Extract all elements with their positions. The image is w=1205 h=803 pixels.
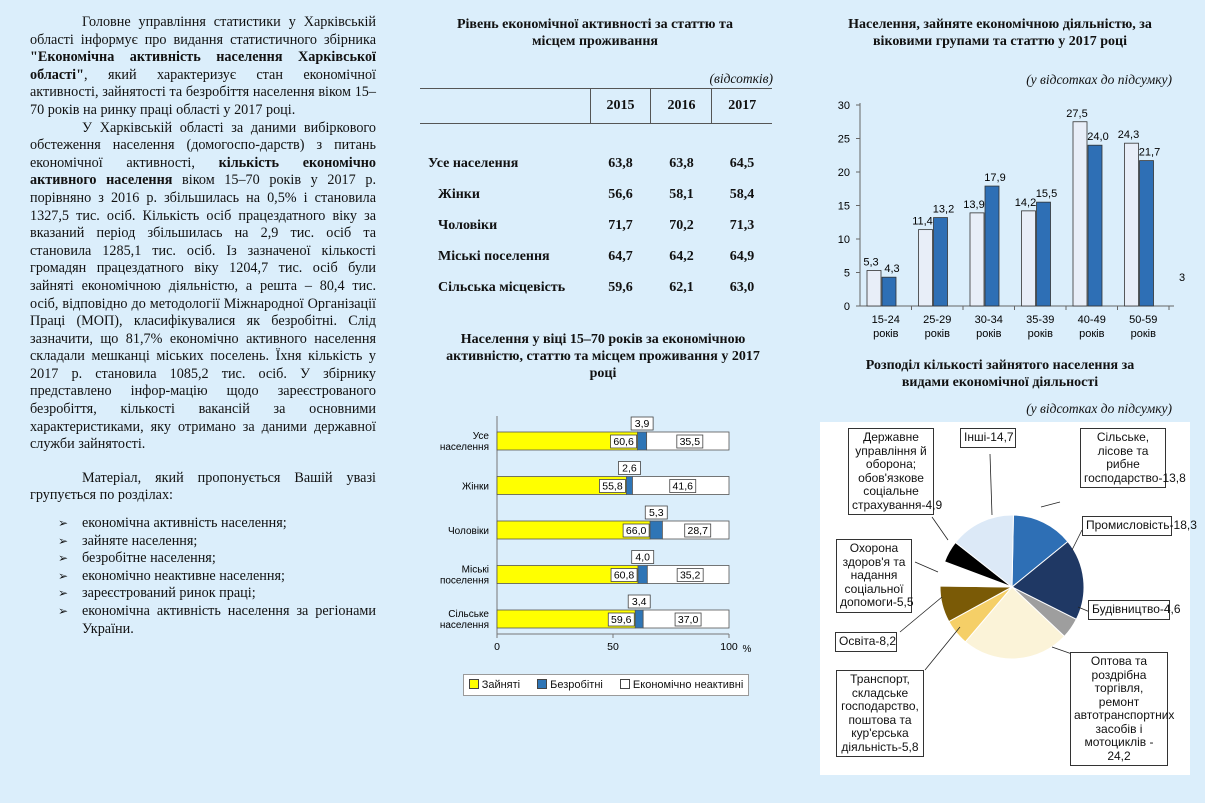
age-group-bar-chart — [820, 92, 1186, 347]
table-row — [420, 179, 772, 210]
y-tick-label: 25 — [837, 133, 850, 146]
bar — [1022, 211, 1036, 306]
data-label: 17,9 — [984, 172, 1006, 185]
age-chart-unit: (у відсотках до підсумку) — [1026, 72, 1172, 87]
x-tick-label: 15-24 — [871, 314, 900, 326]
bar — [1140, 161, 1154, 306]
pie-label-health: Охорона здоров'я та надання соціальної допомоги-5,5 — [836, 539, 912, 613]
category-label: Жінки — [462, 481, 489, 493]
y-tick-label: 20 — [837, 167, 850, 179]
data-label: 13,2 — [932, 203, 955, 216]
table-row — [420, 272, 772, 303]
bar-segment — [638, 432, 647, 450]
section-item: ➢ зареєстрований ринок праці; — [58, 585, 376, 603]
bar — [1125, 143, 1139, 306]
data-label: 66,0 — [625, 525, 647, 537]
data-label: 4,0 — [635, 551, 651, 564]
table-row — [420, 241, 772, 272]
data-label: 60,6 — [613, 436, 634, 448]
x-tick-label: 50-59 — [1129, 314, 1158, 326]
x-tick-label: років — [924, 328, 950, 340]
overflow-label: 3 — [1179, 272, 1186, 284]
row-label: Чоловіки — [438, 217, 498, 233]
table1-year-header: 2016 — [651, 89, 712, 124]
category-label: Сільське — [448, 609, 489, 620]
stacked-bar-chart — [420, 410, 760, 660]
x-tick-label: років — [976, 328, 1002, 340]
cell-value: 58,1 — [669, 186, 694, 202]
cell-value: 64,5 — [729, 155, 755, 171]
section-item: ➢ економічно неактивне населення; — [58, 568, 376, 586]
section-item: ➢ економічна активність населення за регіонами України. — [58, 603, 376, 638]
table1-title: Рівень економічної активності за статтю та місцем проживання — [456, 17, 733, 49]
category-label: населення — [439, 620, 489, 631]
row-label: Усе населення — [428, 155, 519, 171]
stacked-chart-title: Населення у віці 15–70 років за економічною активністю, статтю та місцем проживання у 2017 році — [446, 332, 760, 381]
leader-line — [1041, 502, 1060, 507]
section-item: ➢ безробітне населення; — [58, 550, 376, 568]
cell-value: 64,7 — [608, 248, 633, 264]
intro-paragraph-2: У Харківській області за даними вибіркового обстеження населення (домогоспо-дарств) з питань економічної активності, кількість економічно активного населення віком 15–70 років у 2017 р. порівняно з 2016 р. збільшилась на 0,5% і становила 1327,5 тис. осіб. Кількість осіб працездатного віку за вказаний період збільшилась на 2,9 тис. осіб та становила 1285,1 тис. осіб. Із зазначеної кількості громадян працездатного віку 1204,7 тис. осіб були зайняті економічною діяльністю, а решта – 80,4 тис. осіб, відповідно до методології Міжнародної Організації Праці (МОП), класифікувалися як безробітні. Слід зазначити, що 81,7% економічно активного населення складали мешканці міських поселень. Їхня кількість у 2017 р. становила 1085,2 тис. осіб. У збірнику представлено інфор-мацію щодо зареєстрованого безробіття, кількості вакансій за основними характеристиками, яку отримано за даними державної служби зайнятості. — [30, 119, 376, 453]
category-label: Міські — [461, 564, 489, 576]
x-tick-label: 35-39 — [1026, 314, 1055, 326]
pie-label-other: Інші-14,7 — [960, 428, 1016, 448]
y-tick-label: 10 — [837, 234, 850, 246]
cell-value: 58,4 — [729, 186, 755, 202]
data-label: 2,6 — [622, 462, 637, 475]
bar — [985, 186, 999, 306]
table-row — [420, 210, 772, 241]
bar — [934, 218, 948, 306]
data-label: 59,6 — [611, 614, 632, 626]
bar — [882, 277, 896, 306]
cell-value: 71,7 — [608, 217, 633, 233]
pie-label-transport: Транспорт, складське господарство, поштова та кур'єрська діяльність-5,8 — [836, 670, 924, 757]
cell-value: 63,8 — [669, 155, 694, 171]
data-label: 24,0 — [1087, 131, 1109, 144]
pie-label-agriculture: Сільське, лісове та рибне господарство-13,8 — [1080, 428, 1166, 488]
data-label: 21,7 — [1138, 146, 1161, 159]
bar-segment — [626, 477, 632, 495]
leader-line — [1052, 647, 1072, 654]
data-label: 5,3 — [863, 256, 879, 269]
y-tick-label: 30 — [837, 100, 850, 112]
cell-value: 59,6 — [608, 279, 633, 295]
y-tick-label: 0 — [843, 301, 850, 313]
intro-paragraph-3: Матеріал, який пропонується Вашій увазі групується по розділах: — [30, 469, 376, 504]
leader-line — [932, 517, 948, 540]
activity-rate-table — [420, 88, 772, 303]
cell-value: 62,1 — [669, 279, 694, 295]
data-label: 37,0 — [677, 614, 699, 626]
leader-line — [915, 562, 938, 572]
x-tick-label: 30-34 — [974, 314, 1003, 326]
data-label: 41,6 — [672, 480, 693, 493]
x-tick-label: 25-29 — [923, 314, 952, 326]
bar-segment — [638, 566, 647, 584]
row-label: Жінки — [438, 186, 480, 202]
pie-label-education: Освіта-8,2 — [835, 632, 897, 652]
x-tick-label: 40-49 — [1077, 314, 1106, 326]
legend-item-unemployed: Безробітні — [537, 679, 603, 691]
data-label: 28,7 — [687, 525, 708, 537]
data-label: 24,3 — [1117, 129, 1140, 142]
cell-value: 63,8 — [608, 155, 633, 171]
bar-segment — [650, 521, 662, 539]
cell-value: 70,2 — [669, 217, 694, 233]
stacked-chart-legend — [463, 674, 749, 696]
data-label: 13,9 — [963, 198, 985, 211]
pie-label-public-admin: Державне управління й оборона; обов'язкове соціальне страхування-4,9 — [848, 428, 934, 515]
category-label: населення — [439, 442, 489, 453]
bar — [1037, 202, 1051, 306]
table1-year-header: 2017 — [712, 89, 772, 124]
data-label: 5,3 — [648, 507, 664, 519]
data-label: 3,9 — [634, 418, 650, 430]
category-label: поселення — [439, 575, 489, 587]
data-label: 14,2 — [1014, 196, 1037, 209]
sections-list — [30, 515, 376, 638]
section-item: ➢ зайняте населення; — [58, 533, 376, 551]
table1-header-blank — [420, 89, 590, 124]
data-label: 3,4 — [631, 596, 647, 608]
cell-value: 71,3 — [729, 217, 755, 233]
table1-year-header: 2015 — [590, 89, 651, 124]
x-unit-label: % — [742, 644, 752, 655]
leader-line — [925, 627, 960, 670]
leader-line — [990, 454, 992, 515]
data-label: 15,5 — [1035, 188, 1058, 201]
row-label: Сільська місцевість — [438, 279, 566, 295]
table1-unit: (відсотків) — [709, 71, 773, 86]
age-chart-title: Населення, зайняте економічною діяльністю, за віковими групами та статтю у 2017 році — [848, 17, 1152, 49]
data-label: 27,5 — [1066, 107, 1088, 120]
legend-item-inactive: Економічно неактивні — [620, 679, 743, 691]
section-item: ➢ економічна активність населення; — [58, 515, 376, 533]
x-tick-label: років — [1130, 328, 1156, 340]
bar — [867, 270, 881, 306]
x-tick-label: 50 — [607, 641, 619, 653]
x-tick-label: років — [1079, 328, 1105, 340]
cell-value: 64,9 — [729, 248, 755, 264]
pie-chart-unit: (у відсотках до підсумку) — [1026, 401, 1172, 416]
bar — [1073, 122, 1087, 306]
row-label: Міські поселення — [438, 248, 550, 264]
data-label: 11,4 — [912, 215, 933, 228]
pie-label-construction: Будівництво-4,6 — [1088, 600, 1170, 620]
y-tick-label: 15 — [837, 200, 850, 213]
category-label: Усе — [472, 431, 489, 442]
bar-segment — [635, 610, 643, 628]
x-tick-label: 100 — [720, 641, 738, 653]
pie-chart-title: Розподіл кількості зайнятого населення за видами економічної діяльності — [865, 358, 1135, 390]
pie-label-industry: Промисловість-18,3 — [1082, 516, 1172, 536]
x-tick-label: років — [1027, 328, 1053, 340]
table-row — [420, 148, 772, 179]
data-label: 4,3 — [884, 263, 900, 276]
data-label: 60,8 — [613, 569, 635, 582]
cell-value: 64,2 — [669, 248, 694, 264]
legend-item-employed: Зайняті — [469, 679, 520, 691]
intro-text-column — [30, 14, 376, 638]
data-label: 35,5 — [679, 436, 701, 448]
y-tick-label: 5 — [843, 267, 850, 280]
x-tick-label: 0 — [494, 641, 500, 653]
data-label: 35,2 — [679, 569, 701, 582]
bar — [970, 213, 984, 306]
bar — [919, 230, 933, 306]
intro-paragraph-1: Головне управління статистики у Харківській області інформує про видання статистичного збірника "Економічна активність населення Харківської області", який характеризує стан економічної активності, зайнятості та безробіття населення віком 15–70 років на ринку праці області у 2017 році. — [30, 14, 376, 118]
pie-label-trade: Оптова та роздрібна торгівля, ремонт автотранспортних засобів і мотоциклів - 24,2 — [1070, 652, 1168, 766]
x-tick-label: років — [873, 328, 899, 340]
cell-value: 56,6 — [608, 186, 633, 202]
data-label: 55,8 — [602, 480, 623, 493]
category-label: Чоловіки — [447, 526, 489, 537]
leader-line — [1072, 530, 1082, 550]
bar — [1088, 145, 1102, 306]
cell-value: 63,0 — [729, 279, 755, 295]
